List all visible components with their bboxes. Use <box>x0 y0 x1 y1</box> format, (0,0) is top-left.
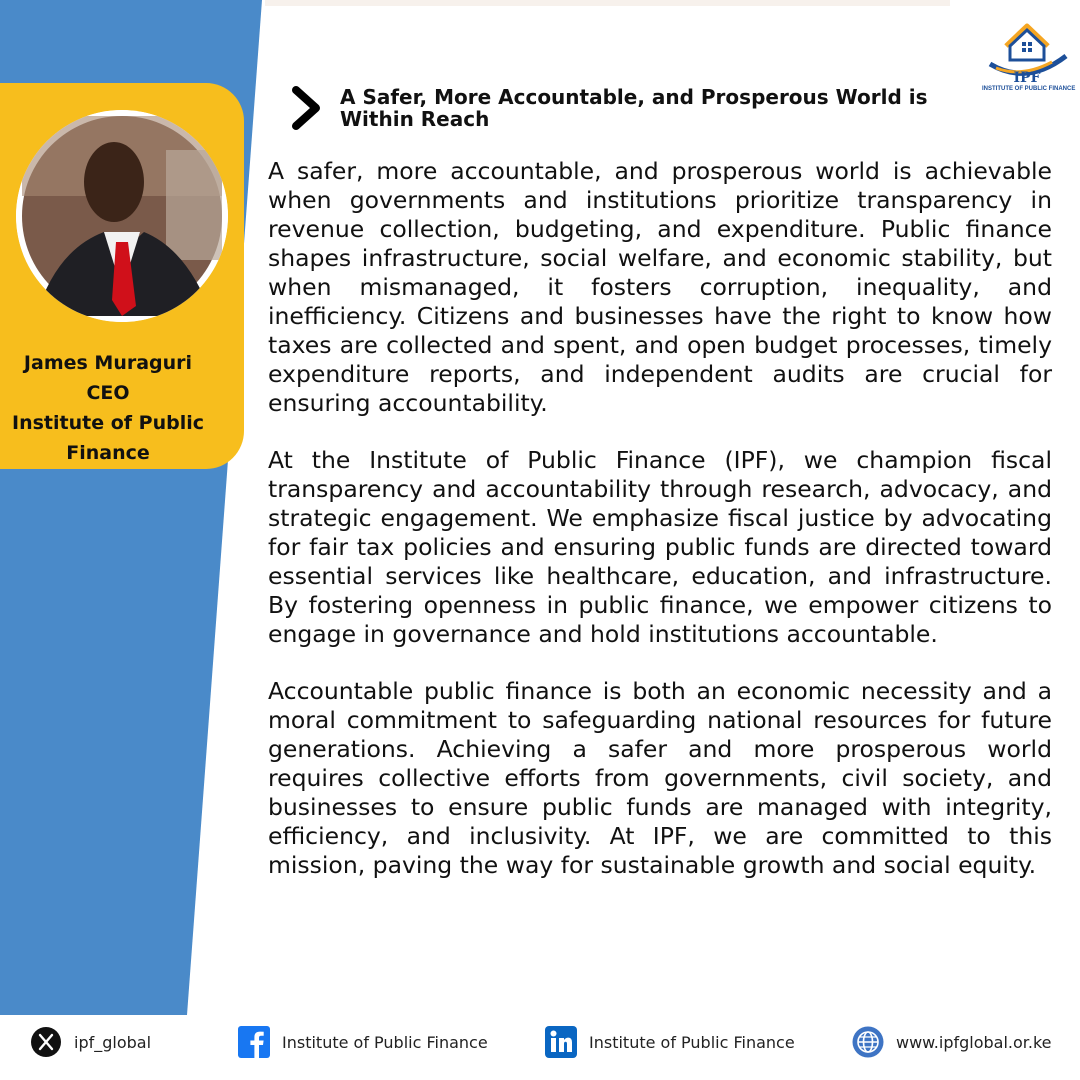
top-band <box>265 0 950 6</box>
headline <box>340 86 960 130</box>
x-icon <box>30 1026 62 1058</box>
profile-org-line2: Finance <box>66 442 150 464</box>
footer-facebook-link[interactable] <box>238 1026 488 1058</box>
logo-acronym: IPF <box>1013 70 1041 86</box>
linkedin-name: Institute of Public Finance <box>589 1032 795 1052</box>
paragraph-2: At the Institute of Public Finance (IPF), we champion fiscal transparency and accountability through research, advocacy, and strategic engagement. We emphasize fiscal justice by advocating for fair tax policies and ensuring public funds are directed toward essential services like healthcare, education, and infrastructure. By fostering openness in public finance, we empower citizens to engage in governance and hold institutions accountable. <box>268 446 1052 648</box>
x-handle: ipf_global <box>74 1032 152 1052</box>
article-body <box>268 157 1052 908</box>
headline-line1: A Safer, More Accountable, and Prosperous World is <box>340 85 928 109</box>
footer-x-link[interactable] <box>30 1026 151 1058</box>
paragraph-1: A safer, more accountable, and prosperous world is achievable when governments and institutions prioritize transparency in revenue collection, budgeting, and expenditure. Public finance shapes infrastructure, social welfare, and economic stability, but when mismanaged, it fosters corruption, inequality, and inefficiency. Citizens and businesses have the right to know how taxes are collected and spent, and open budget processes, timely expenditure reports, and independent audits are crucial for ensuring accountability. <box>268 157 1052 417</box>
footer-linkedin-link[interactable] <box>545 1026 795 1058</box>
globe-icon <box>852 1026 884 1058</box>
profile-caption <box>0 348 216 468</box>
linkedin-icon <box>545 1026 577 1058</box>
logo-tagline: INSTITUTE OF PUBLIC FINANCE <box>982 86 1076 92</box>
facebook-name: Institute of Public Finance <box>282 1032 488 1052</box>
chevron-right-icon <box>290 86 324 130</box>
profile-role: CEO <box>86 382 130 404</box>
footer-website-link[interactable] <box>852 1026 1052 1058</box>
paragraph-3: Accountable public finance is both an economic necessity and a moral commitment to safeguarding national resources for future generations. Achieving a safer and more prosperous world requires collective efforts from governments, civil society, and businesses to ensure public funds are managed with integrity, efficiency, and inclusivity. At IPF, we are committed to this mission, paving the way for sustainable growth and social equity. <box>268 677 1052 879</box>
headline-line2: Within Reach <box>340 107 490 131</box>
facebook-icon <box>238 1026 270 1058</box>
ceo-photo <box>16 110 228 322</box>
profile-org-line1: Institute of Public <box>12 412 204 434</box>
profile-name: James Muraguri <box>23 352 193 374</box>
website-url: www.ipfglobal.or.ke <box>896 1032 1052 1052</box>
